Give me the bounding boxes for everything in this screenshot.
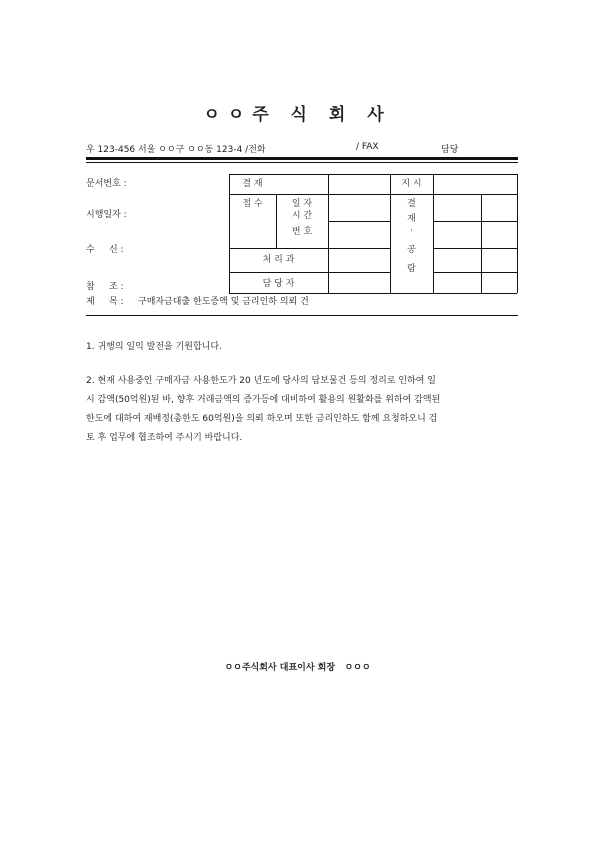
number-label: 번 호 <box>291 227 313 237</box>
vertical-label-4: 공 <box>407 245 416 255</box>
manager-label: 담당 <box>441 145 459 155</box>
vertical-label-2: 재 <box>407 214 416 224</box>
header-divider-thin <box>86 162 518 163</box>
approval-label: 결 재 <box>242 179 263 189</box>
signature-line: ㅇㅇ주식회사 대표이사 회장 ㅇㅇㅇ <box>224 663 371 673</box>
fax-label: / FAX <box>356 142 379 152</box>
vertical-label-5: 람 <box>407 264 416 274</box>
address-line: 우 123-456 서울 ㅇㅇ구 ㅇㅇ동 123-4 /전화 <box>86 145 266 155</box>
doc-number-label: 문서번호 : <box>86 179 127 189</box>
processing-dept-label: 처 리 과 <box>262 255 295 265</box>
paragraph-2-line: 한도에 대하여 재배정(총한도 60억원)을 의뢰 하오며 또한 금리인하도 함께 요청하오니 검 <box>86 414 438 424</box>
vertical-label-3: · <box>410 226 413 236</box>
date-label: 일 자 <box>291 199 313 209</box>
vertical-label-1: 결 <box>407 199 416 209</box>
paragraph-2-line: 시 감액(50억원)된 바, 향후 거래금액의 증가등에 대비하여 활용의 원활화를 위하여 감액된 <box>86 395 441 405</box>
exec-date-label: 시행일자 : <box>86 210 127 220</box>
paragraph-2 <box>86 372 518 448</box>
receipt-label: 접 수 <box>242 199 263 209</box>
time-label: 시 간 <box>291 211 313 221</box>
header-bottom-divider <box>86 315 518 316</box>
reference-label: 참 조 : <box>86 282 124 292</box>
subject-label: 제 목 : <box>86 297 124 307</box>
instruction-label: 지 시 <box>401 179 422 189</box>
paragraph-1: 1. 귀행의 일익 발전을 기원합니다. <box>86 342 222 352</box>
subject-value: 구매자금대출 한도증액 및 금리인하 의뢰 건 <box>138 297 309 307</box>
person-in-charge-label: 담 당 자 <box>262 279 295 289</box>
company-title: ㅇㅇ주 식 회 사 <box>203 105 392 125</box>
paragraph-2-line: 2. 현재 사용중인 구매자금 사용한도가 20 년도에 당사의 담보물건 등의 정리로 인하여 일 <box>86 376 436 386</box>
header-divider-thick <box>86 157 518 160</box>
recipient-label: 수 신 : <box>86 245 124 255</box>
paragraph-2-line: 토 후 업무에 협조하여 주시기 바랍니다. <box>86 433 243 443</box>
